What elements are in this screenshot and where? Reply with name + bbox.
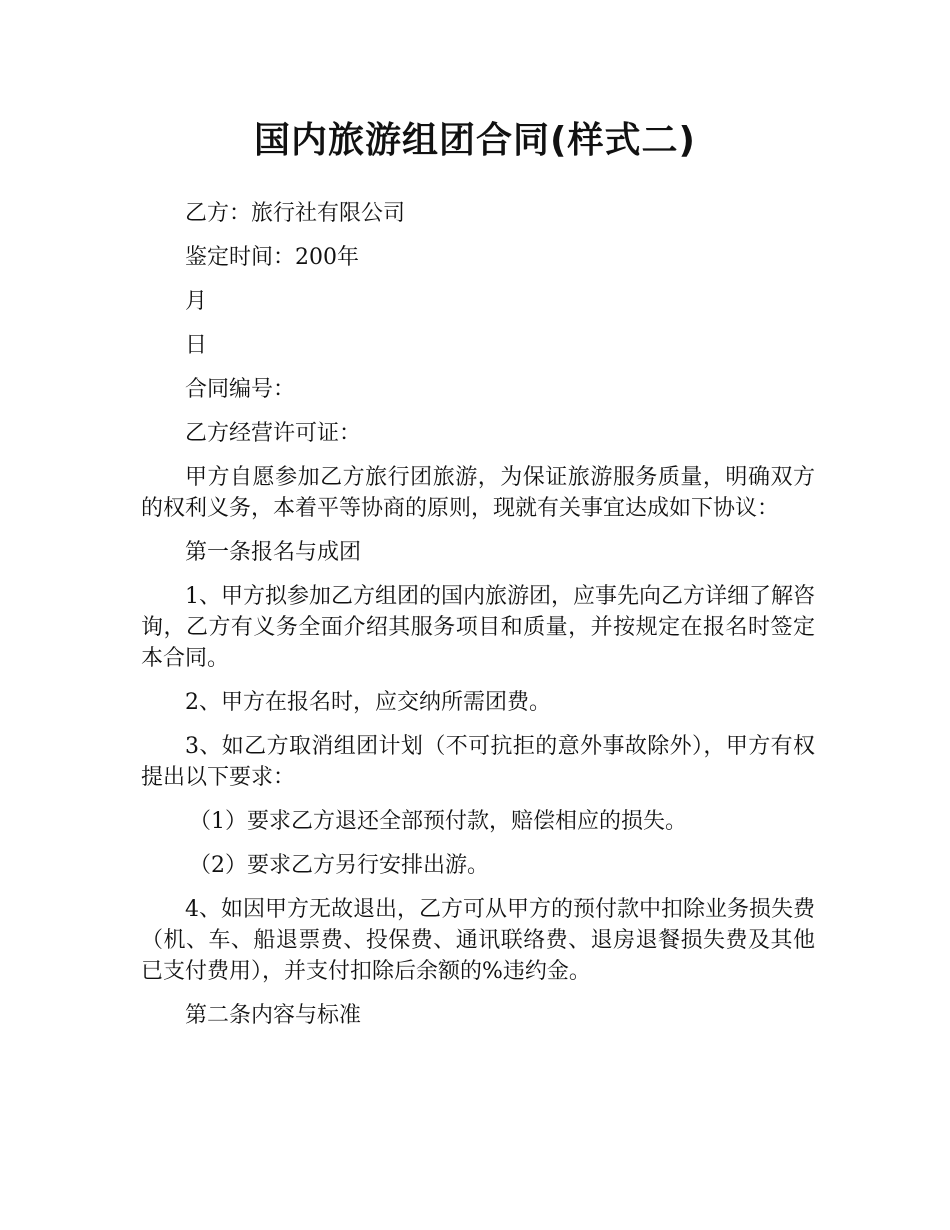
clause-1-3: 3、如乙方取消组团计划（不可抗拒的意外事故除外），甲方有权提出以下要求： [141,734,815,790]
clause-1-1: 1、甲方拟参加乙方组团的国内旅游团，应事先向乙方详细了解咨询，乙方有义务全面介绍其服务项目和质量，并按规定在报名时签定本合同。 [141,584,815,671]
article-2-heading: 第二条内容与标准 [185,1003,362,1028]
signing-date-line: 鉴定时间：200年 [185,245,359,270]
day-line: 日 [185,333,208,358]
clause-1-3-item-2: （2）要求乙方另行安排出游。 [189,853,489,878]
business-license-line: 乙方经营许可证： [185,421,362,446]
party-b-line: 乙方：旅行社有限公司 [185,201,406,226]
clause-1-3-item-1: （1）要求乙方退还全部预付款，赔偿相应的损失。 [189,809,687,834]
month-line: 月 [185,289,208,314]
preamble-paragraph: 甲方自愿参加乙方旅行团旅游，为保证旅游服务质量，明确双方的权利义务，本着平等协商的原则，现就有关事宜达成如下协议： [141,465,815,521]
clause-1-4: 4、如因甲方无故退出，乙方可从甲方的预付款中扣除业务损失费（机、车、船退票费、投保费、通讯联络费、退房退餐损失费及其他已支付费用），并支付扣除后余额的%违约金。 [141,897,815,984]
clause-1-2: 2、甲方在报名时，应交纳所需团费。 [185,690,551,715]
article-1-heading: 第一条报名与成团 [185,540,362,565]
contract-number-line: 合同编号： [185,377,296,402]
document-body [141,198,815,1044]
document-title: 国内旅游组团合同(样式二) [254,120,696,161]
